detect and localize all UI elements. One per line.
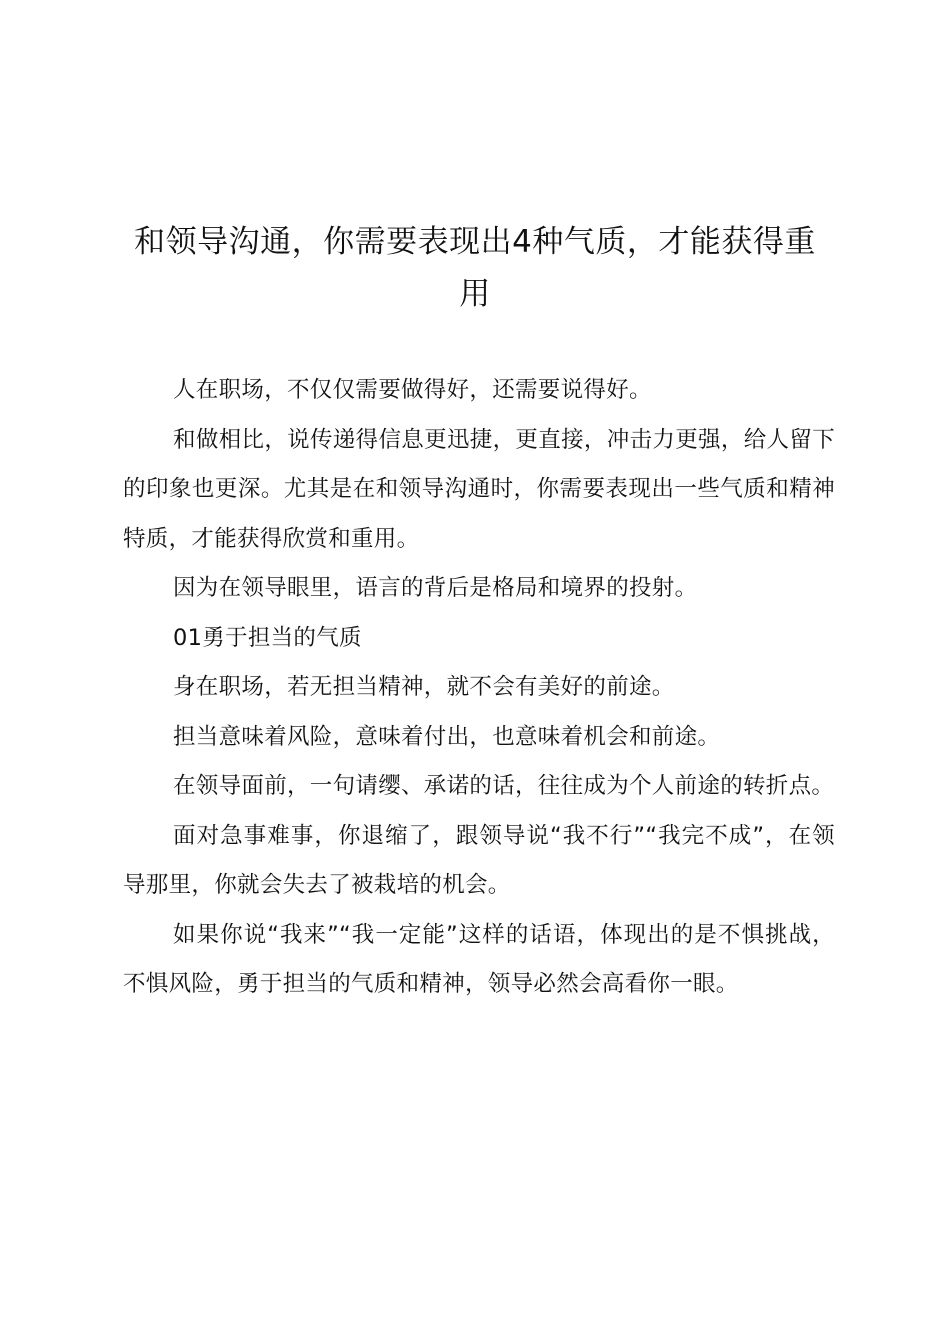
- paragraph: 担当意味着风险，意味着付出，也意味着机会和前途。: [173, 723, 721, 750]
- paragraph: 面对急事难事，你退缩了，跟领导说“我不行”“我完不成”，在领导那里，你就会失去了被栽培的机会。: [123, 822, 835, 898]
- paragraph: 在领导面前，一句请缨、承诺的话，往往成为个人前途的转折点。: [173, 773, 835, 799]
- paragraph: 因为在领导眼里，语言的背后是格局和境界的投射。: [173, 575, 698, 601]
- document-body: [123, 366, 835, 1010]
- paragraph-intro: 人在职场，不仅仅需要做得好，还需要说得好。: [173, 377, 652, 403]
- page-title: 和领导沟通，你需要表现出4种气质，才能获得重用: [134, 224, 816, 312]
- paragraph: 和做相比，说传递得信息更迅捷，更直接，冲击力更强，给人留下的印象也更深。尤其是在和领导沟通时，你需要表现出一些气质和精神特质，才能获得欣赏和重用。: [123, 426, 835, 552]
- section-heading: 01勇于担当的气质: [173, 624, 362, 651]
- paragraph: 身在职场，若无担当精神，就不会有美好的前途。: [173, 674, 675, 700]
- paragraph: 如果你说“我来”“我一定能”这样的话语，体现出的是不惧挑战，不惧风险，勇于担当的气质和精神，领导必然会高看你一眼。: [123, 921, 835, 997]
